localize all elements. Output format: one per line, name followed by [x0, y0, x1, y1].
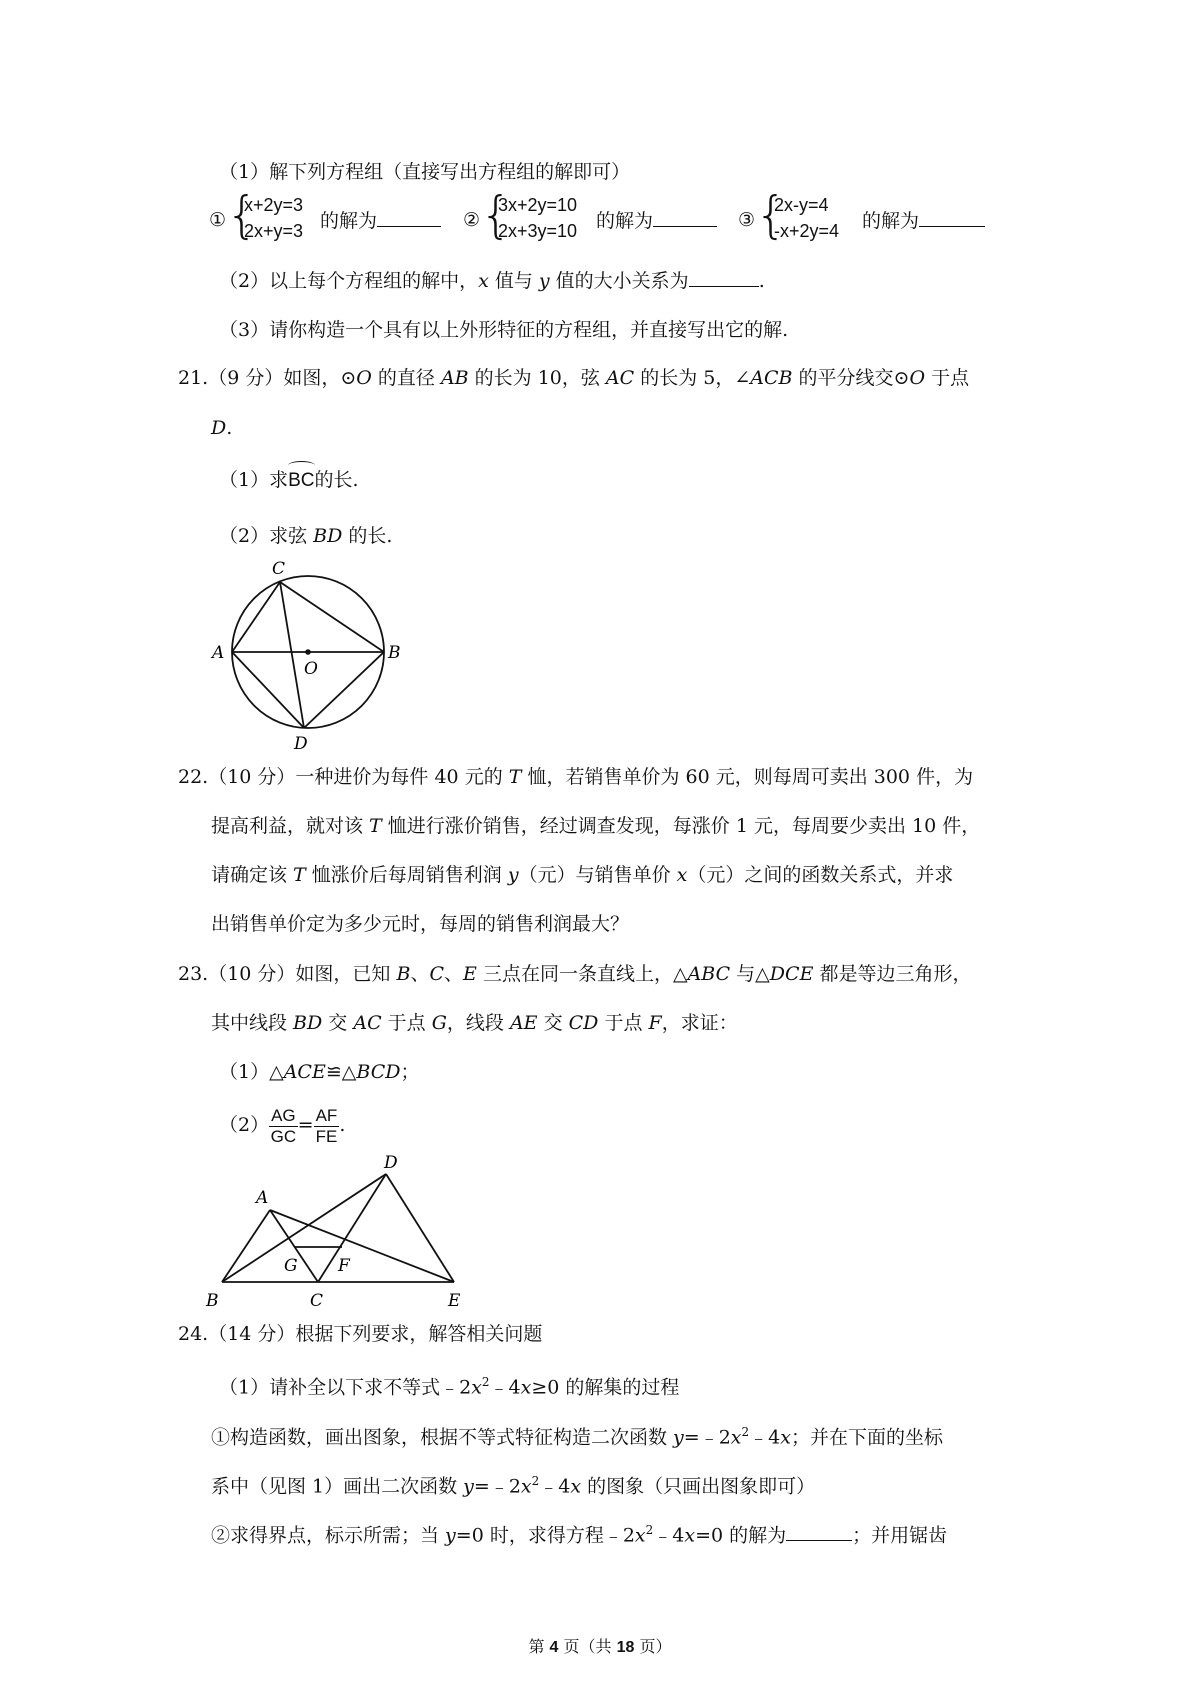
circled-number: ① [209, 209, 227, 231]
brace-icon: { [755, 186, 787, 244]
brace-icon: { [226, 186, 258, 244]
q21-stem-cont: D. [211, 417, 233, 439]
fraction: $\frac{AF}{FE}$ [315, 1105, 338, 1146]
page-footer: 第 4 页（共 18 页） [528, 1637, 672, 1656]
point-label-b: B [206, 1291, 219, 1311]
q22-line4: 出销售单价定为多少元时，每周的销售利润最大？ [211, 913, 630, 935]
q24-step1: ①构造函数，画出图象，根据不等式特征构造二次函数 $y=﹣2x^2﹣4x$；并在下面的坐标 [211, 1425, 943, 1449]
arc-notation: BC [288, 467, 314, 495]
q22-line2: 提高利益，就对该 T 恤进行涨价销售，经过调查发现，每涨价 1 元，每周要少卖出 10 件， [211, 815, 981, 837]
point-label-d: D [294, 734, 308, 752]
circled-number: ② [463, 209, 481, 231]
q20-part1: （1）解下列方程组（直接写出方程组的解即可） [219, 161, 631, 183]
q22-line1: 22.（10 分）一种进价为每件 40 元的 T 恤，若销售单价为 60 元，则每周可卖出 300 件，为 [178, 766, 974, 788]
answer-blank[interactable] [689, 266, 759, 287]
brace-icon: { [480, 186, 512, 244]
answer-prompt: 的解为 [596, 206, 717, 235]
q21-part2: （2）求弦 BD 的长. [219, 525, 393, 547]
equation: 2x+y=3 [244, 221, 304, 241]
q21-part1: （1）求BC的长. [219, 466, 359, 495]
point-label-f: F [338, 1256, 350, 1276]
point-label-o: O [304, 659, 318, 679]
equation: -x+2y=4 [774, 221, 840, 241]
q21-stem: 21.（9 分）如图，⊙O 的直径 AB 的长为 10，弦 AC 的长为 5，∠ACB 的平分线交⊙O 于点 [178, 367, 970, 389]
q22-line3: 请确定该 T 恤涨价后每周销售利润 y（元）与销售单价 x（元）之间的函数关系式，并求 [211, 864, 954, 886]
answer-blank[interactable] [786, 1520, 852, 1541]
q24-step2: ②求得界点，标示所需；当 y=0 时，求得方程$﹣2x^2﹣4x=0$ 的解为 ；并用锯齿 [211, 1516, 947, 1549]
point-label-b: B [388, 643, 400, 663]
q20-part3: （3）请你构造一个具有以上外形特征的方程组，并直接写出它的解. [219, 319, 789, 341]
answer-blank[interactable] [377, 206, 441, 227]
q24-step1-cont: 系中（见图 1）画出二次函数 $y=﹣2x^2﹣4x$ 的图象（只画出图象即可） [211, 1474, 816, 1498]
q24-part1: （1）请补全以下求不等式$﹣2x^2﹣4x\ge 0$ 的解集的过程 [219, 1375, 680, 1399]
answer-prompt: 的解为 [862, 206, 985, 235]
point-label-c: C [310, 1291, 324, 1311]
point-label-a: A [212, 643, 225, 663]
q24-head: 24.（14 分）根据下列要求，解答相关问题 [178, 1323, 543, 1345]
answer-prompt: 的解为 [320, 206, 441, 235]
point-label-d: D [384, 1153, 398, 1173]
answer-blank[interactable] [653, 206, 717, 227]
q23-line1: 23.（10 分）如图，已知 B、C、E 三点在同一条直线上，△ABC 与△DCE 都是等边三角形， [178, 963, 972, 985]
point-label-a: A [256, 1188, 269, 1208]
equation: 3x+2y=10 [498, 195, 578, 215]
fraction: $\frac{AG}{GC}$ [270, 1105, 297, 1146]
q23-part2: （2） $\frac{AG}{GC}$ = $\frac{AF}{FE}$ . [219, 1105, 346, 1146]
answer-blank[interactable] [919, 206, 985, 227]
q23-part1: （1）△ACE≌△BCD； [219, 1061, 420, 1083]
triangle-figure [200, 1140, 480, 1315]
circle-figure [200, 552, 400, 752]
equation: 2x+3y=10 [498, 221, 578, 241]
q20-part2: （2）以上每个方程组的解中，x 值与 y 值的大小关系为 . [219, 266, 765, 295]
equation: 2x-y=4 [774, 195, 829, 215]
point-label-g: G [284, 1256, 298, 1276]
circled-number: ③ [738, 209, 756, 231]
equation: x+2y=3 [244, 195, 304, 215]
point-label-e: E [448, 1291, 461, 1311]
q23-line2: 其中线段 BD 交 AC 于点 G，线段 AE 交 CD 于点 F，求证： [211, 1012, 738, 1034]
point-label-c: C [272, 559, 286, 579]
